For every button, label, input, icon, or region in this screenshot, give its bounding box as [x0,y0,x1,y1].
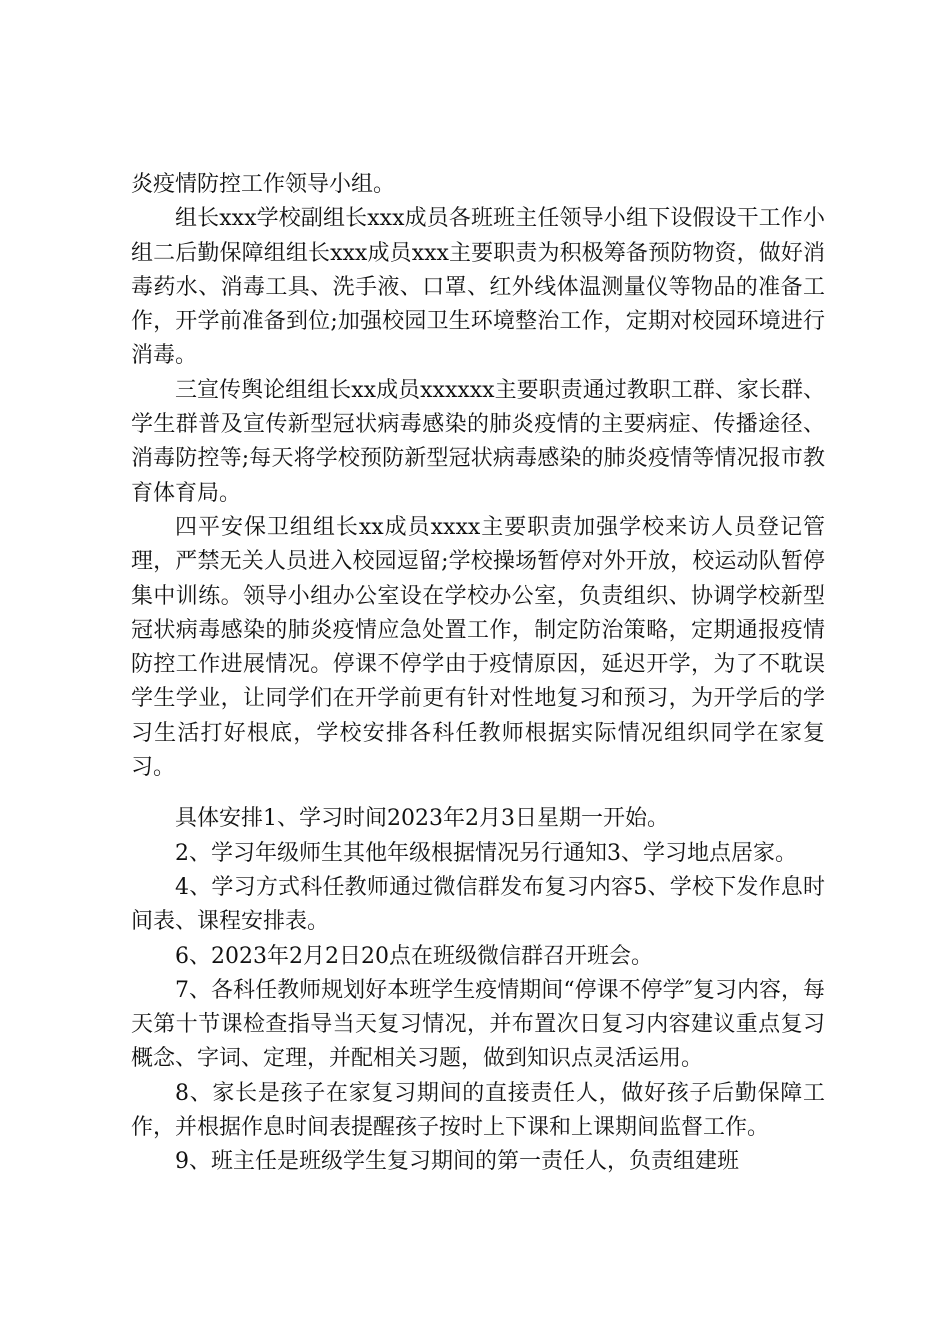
paragraph-arrangement-6: 6、2023年2月2日20点在班级微信群召开班会。 [175,943,653,969]
paragraph-arrangement-2: 2、学习年级师生其他年级根据情况另行通知3、学习地点居家。 [175,840,797,866]
paragraph-arrangement-9: 9、班主任是班级学生复习期间的第一责任人，负责组建班 [175,1149,739,1175]
paragraph-arrangement-4: 4、学习方式科任教师通过微信群发布复习内容5、学校下发作息时间表、课程安排表。 [131,874,825,935]
paragraph-publicity-group: 三宣传舆论组组长xx成员xxxxxx主要职责通过教职工群、家长群、学生群普及宣传新型冠状病毒感染的肺炎疫情的主要病症、传播途径、消毒防控等;每天将学校预防新型冠状病毒感染的肺炎疫情等情况报市教育体育局。 [131,377,825,506]
paragraph-arrangement-8: 8、家长是孩子在家复习期间的直接责任人，做好孩子后勤保障工作，并根据作息时间表提醒孩子按时上下课和上课期间监督工作。 [131,1080,825,1141]
paragraph-arrangement-7: 7、各科任教师规划好本班学生疫情期间“停课不停学″复习内容，每天第十节课检查指导当天复习情况，并布置次日复习内容建议重点复习概念、字词、定理，并配相关习题，做到知识点灵活运用。 [131,977,825,1072]
paragraph-arrangement-1: 具体安排1、学习时间2023年2月3日星期一开始。 [175,806,669,832]
paragraph-security-group: 四平安保卫组组长xx成员xxxx主要职责加强学校来访人员登记管理，严禁无关人员进入校园逗留;学校操场暂停对外开放，校运动队暂停集中训练。领导小组办公室设在学校办公室，负责组织、协调学校新型冠状病毒感染的肺炎疫情应急处置工作，制定防治策略，定期通报疫情防控工作进展情况。停课不停学由于疫情原因，延迟开学，为了不耽误学生学业，让同学们在开学前更有针对性地复习和预习，为开学后的学习生活打好根底，学校安排各科任教师根据实际情况组织同学在家复习。 [131,514,825,781]
paragraph-leadership-logistics: 组长xxx学校副组长xxx成员各班班主任领导小组下设假设干工作小组二后勤保障组组长xxx成员xxx主要职责为积极筹备预防物资，做好消毒药水、消毒工具、洗手液、口罩、红外线体温测量仪等物品的准备工作，开学前准备到位;加强校园卫生环境整治工作，定期对校园环境进行消毒。 [131,206,825,369]
document-body [131,168,825,1180]
paragraph-continuation: 炎疫情防控工作领导小组。 [131,172,396,197]
